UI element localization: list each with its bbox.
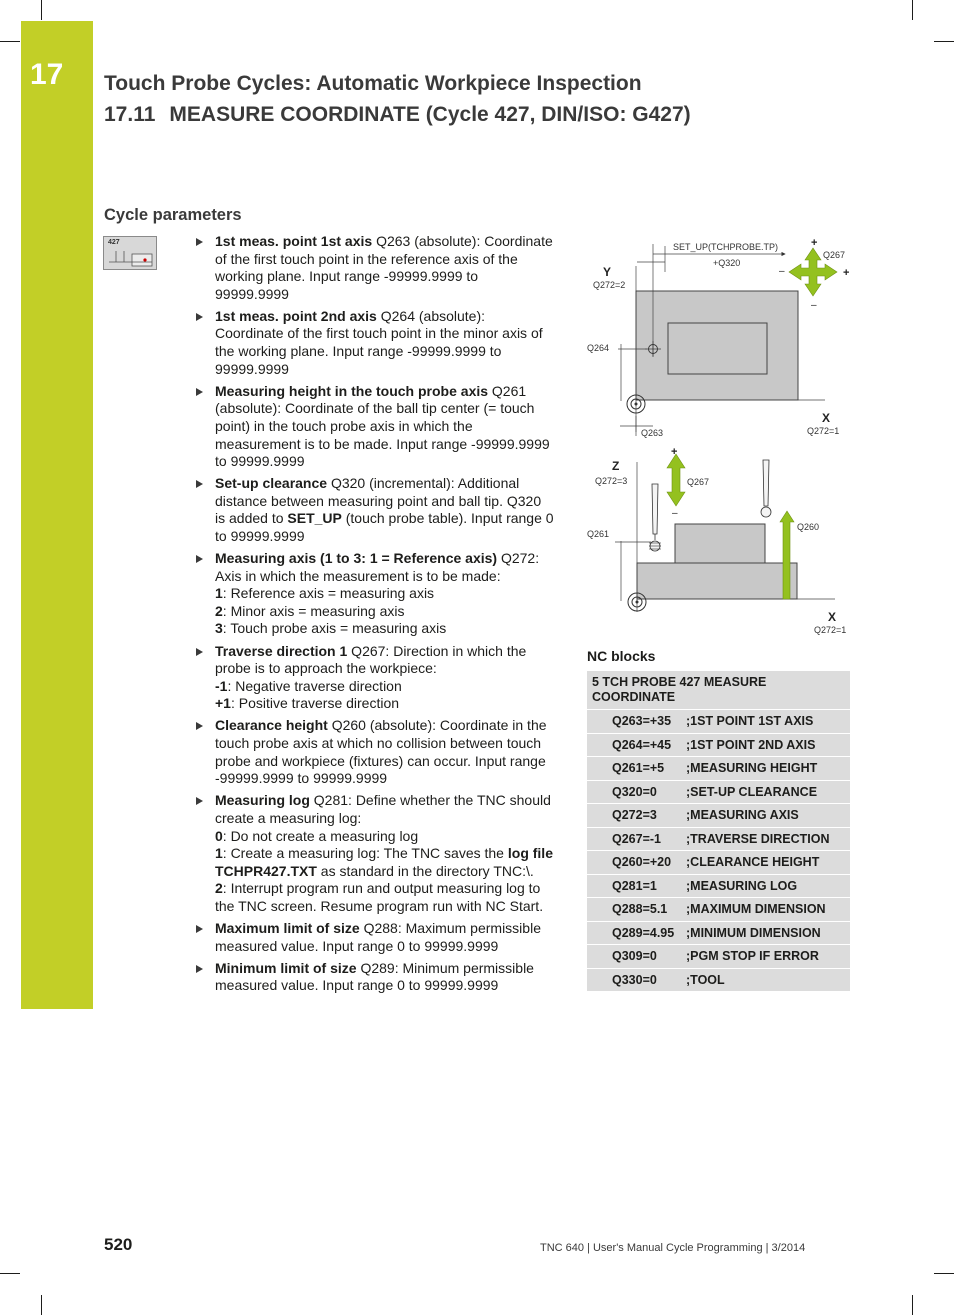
crop-mark (912, 1295, 913, 1315)
nc-row (587, 757, 850, 781)
footer-text: TNC 640 | User's Manual Cycle Programming | 3/2014 (540, 1242, 806, 1254)
nc-row (587, 945, 850, 969)
nc-code: Q289=4.95 (587, 921, 686, 945)
plus-label: + (843, 267, 850, 279)
nc-comment: ;SET-UP CLEARANCE (686, 780, 850, 804)
nc-comment: ;MEASURING LOG (686, 874, 850, 898)
parameter-name: 1 (215, 845, 223, 862)
parameter-item (193, 792, 555, 915)
parameter-text: Q281: Define whether the TNC should create a measuring log: (215, 792, 551, 826)
nc-code: Q330=0 (587, 968, 686, 992)
parameter-text: Q261 (absolute): Coordinate of the ball tip center (= touch point) in the touch probe axis in which the measurement is to be made. Input range -99999.9999 to 99999.9999 (215, 382, 550, 470)
nc-blocks-table (587, 671, 850, 992)
minus-label: – (811, 300, 817, 311)
parameter-text: (touch probe table). Input range 0 to 99999.9999 (215, 510, 554, 544)
parameter-text: Q260 (absolute): Coordinate in the touch probe axis at which no collision between touch probe and workpiece (fixtures) can occur. Input range -99999.9999 to 99999.9999 (215, 717, 547, 787)
parameter-text: : Minor axis = measuring axis (222, 602, 405, 619)
parameter-name: log file TCHPR427.TXT (215, 845, 553, 879)
nc-comment: ;TRAVERSE DIRECTION (686, 827, 850, 851)
cycle-graphic-icon (104, 237, 156, 269)
nc-comment: ;PGM STOP IF ERROR (686, 945, 850, 969)
parameter-name: Measuring height in the touch probe axis (215, 382, 489, 399)
nc-comment: ;MEASURING AXIS (686, 804, 850, 828)
parameter-text: as standard in the directory TNC:\. (316, 862, 534, 879)
crop-mark (934, 1273, 954, 1274)
crop-mark (934, 41, 954, 42)
nc-code: Q309=0 (587, 945, 686, 969)
parameter-item (193, 383, 555, 471)
parameter-name: Clearance height (215, 717, 328, 734)
cycle-427-icon (103, 236, 157, 270)
touch-probe-icon (649, 484, 661, 551)
nc-code: Q261=+5 (587, 757, 686, 781)
q264-label: Q264 (587, 343, 610, 353)
plus-label: + (671, 446, 678, 458)
parameter-text: : Touch probe axis = measuring axis (222, 620, 447, 637)
parameter-name: 1st meas. point 2nd axis (215, 307, 377, 324)
top-view (587, 237, 849, 438)
nc-row (587, 851, 850, 875)
parameter-name: Minimum limit of size (215, 959, 357, 976)
q261-label: Q261 (587, 529, 610, 539)
chapter-sidebar (21, 21, 93, 1009)
parameter-text: Q289: Minimum permissible measured value. Input range 0 to 99999.9999 (215, 959, 534, 994)
nc-comment: ;1ST POINT 2ND AXIS (686, 733, 850, 757)
nc-row (587, 827, 850, 851)
parameter-text: Q320 (incremental): Additional distance between measuring point and ball tip. Q320 is added to (215, 475, 542, 527)
nc-code: Q272=3 (587, 804, 686, 828)
parameter-name: 0 (215, 827, 223, 844)
crop-mark (41, 1295, 42, 1315)
parameter-text: : Reference axis = measuring axis (222, 585, 435, 602)
traverse-arrow-icon (667, 454, 685, 506)
nc-row (587, 921, 850, 945)
q267-label: Q267 (823, 250, 846, 260)
crop-mark (0, 41, 20, 42)
parameter-text: Q288: Maximum permissible measured value. Input range 0 to 99999.9999 (215, 919, 541, 954)
parameter-text: : Positive traverse direction (230, 695, 400, 712)
cycle-icon-label: 427 (108, 239, 120, 246)
side-view (587, 446, 846, 635)
section-heading (104, 103, 691, 127)
parameter-item (193, 475, 555, 545)
parameter-name: +1 (215, 695, 231, 712)
nc-row (587, 733, 850, 757)
parameter-name: Measuring log (215, 792, 310, 809)
z-cond-label: Q272=3 (595, 476, 628, 486)
parameter-item (193, 920, 555, 955)
nc-comment: ;TOOL (686, 968, 850, 992)
parameter-text: : Create a measuring log: The TNC saves the (222, 845, 508, 862)
parameter-text: Q272: Axis in which the measurement is to be made: (215, 550, 540, 584)
parameter-text: : Do not create a measuring log (222, 827, 419, 844)
nc-row (587, 898, 850, 922)
parameter-text: : Negative traverse direction (227, 677, 402, 694)
plus-label: + (811, 237, 818, 249)
setup-label: SET_UP(TCHPROBE.TP) (673, 242, 779, 252)
crop-mark (41, 0, 42, 20)
nc-row (587, 780, 850, 804)
subsection-title: Cycle parameters (104, 206, 242, 224)
x-cond-label: Q272=1 (807, 426, 840, 436)
parameter-item (193, 308, 555, 378)
nc-code: Q267=-1 (587, 827, 686, 851)
nc-header-cell: 5 TCH PROBE 427 MEASURE COORDINATE (587, 671, 850, 710)
nc-row (587, 710, 850, 734)
chapter-number: 17 (30, 58, 64, 91)
y-cond-label: Q272=2 (593, 280, 626, 290)
nc-comment: ;MEASURING HEIGHT (686, 757, 850, 781)
nc-comment: ;1ST POINT 1ST AXIS (686, 710, 850, 734)
parameter-text: Q264 (absolute): Coordinate of the first touch point in the minor axis of the working plane. Input range -99999.9999 to 99999.9999 (215, 307, 543, 377)
cycle-diagram (585, 236, 855, 636)
parameter-item (193, 643, 555, 713)
nc-blocks-title: NC blocks (587, 648, 656, 664)
parameter-item (193, 717, 555, 787)
nc-row (587, 804, 850, 828)
parameter-name: 2 (215, 880, 223, 897)
parameter-text: Q267: Direction in which the probe is to approach the workpiece: (215, 642, 527, 677)
crop-mark (912, 0, 913, 20)
q260-label: Q260 (797, 522, 820, 532)
nc-comment: ;MINIMUM DIMENSION (686, 921, 850, 945)
q263-label: Q263 (641, 428, 664, 438)
parameter-item (193, 550, 555, 638)
nc-code: Q260=+20 (587, 851, 686, 875)
nc-comment: ;MAXIMUM DIMENSION (686, 898, 850, 922)
parameter-name: Set-up clearance (215, 475, 328, 492)
nc-code: Q320=0 (587, 780, 686, 804)
parameter-name: 1st meas. point 1st axis (215, 233, 373, 249)
x-axis-label: X (822, 411, 831, 425)
parameter-list (193, 233, 555, 999)
parameter-item (193, 233, 555, 303)
touch-probe-icon (761, 460, 771, 517)
parameter-text: Q263 (absolute): Coordinate of the first touch point in the reference axis of the working plane. Input range -99999.9999 to 99999.9999 (215, 233, 553, 302)
parameter-name: 3 (215, 620, 223, 637)
parameter-name: SET_UP (287, 510, 342, 527)
x-cond-label: Q272=1 (814, 625, 847, 635)
minus-label: – (779, 266, 785, 277)
parameter-name: 2 (215, 602, 223, 619)
parameter-name: 1 (215, 585, 223, 602)
parameter-name: Traverse direction 1 (215, 642, 348, 659)
nc-code: Q281=1 (587, 874, 686, 898)
section-title: MEASURE COORDINATE (Cycle 427, DIN/ISO: G427) (169, 103, 691, 126)
z-axis-label: Z (612, 459, 620, 473)
nc-row (587, 874, 850, 898)
parameter-name: -1 (215, 677, 228, 694)
nc-header-row (587, 671, 850, 710)
nc-code: Q264=+45 (587, 733, 686, 757)
q267-label: Q267 (687, 477, 710, 487)
y-axis-label: Y (603, 265, 612, 279)
parameter-name: Measuring axis (1 to 3: 1 = Reference axis) (215, 550, 498, 567)
parameter-item (193, 960, 555, 995)
section-number: 17.11 (104, 103, 156, 126)
page-number: 520 (104, 1235, 133, 1254)
nc-comment: ;CLEARANCE HEIGHT (686, 851, 850, 875)
q320-label: +Q320 (713, 258, 741, 268)
parameter-text: : Interrupt program run and output measuring log to the TNC screen. Resume program run with NC Start. (215, 880, 544, 914)
nc-code: Q288=5.1 (587, 898, 686, 922)
x-axis-label: X (828, 610, 837, 624)
nc-code: Q263=+35 (587, 710, 686, 734)
crop-mark (0, 1273, 20, 1274)
nc-row (587, 968, 850, 992)
chapter-title: Touch Probe Cycles: Automatic Workpiece Inspection (104, 72, 642, 95)
parameter-name: Maximum limit of size (215, 919, 360, 936)
minus-label: – (672, 508, 678, 519)
